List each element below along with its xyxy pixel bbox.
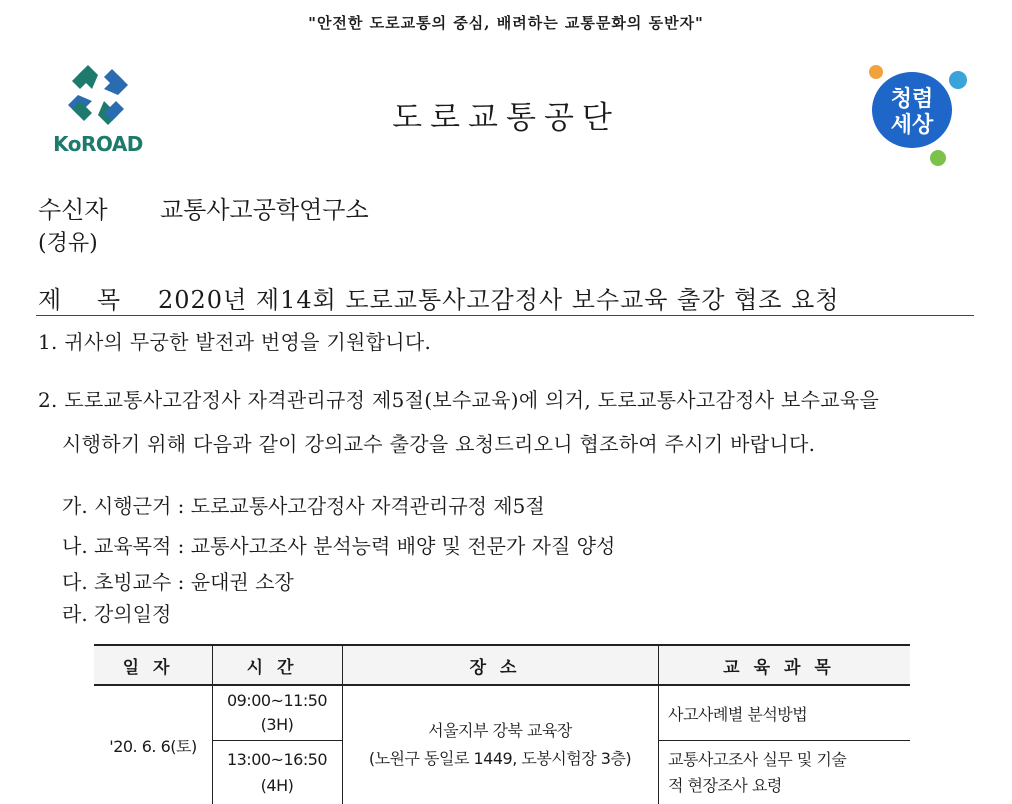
table-cell-subject-2 bbox=[658, 741, 910, 804]
subject-divider bbox=[36, 315, 974, 316]
badge-line2: 세상 bbox=[890, 113, 934, 138]
recipient-label: 수신자 bbox=[38, 196, 108, 224]
koroad-logo-text: KoROAD bbox=[53, 132, 143, 156]
paragraph-2-line-1: 2. 도로교통사고감정사 자격관리규정 제5절(보수교육)에 의거, 도로교통사고감정사 보수교육을 bbox=[38, 388, 880, 412]
place-name: 서울지부 강북 교육장 bbox=[428, 721, 572, 740]
table-header-time: 시간 bbox=[212, 646, 342, 684]
subject-label: 제 목 bbox=[38, 286, 134, 314]
subject-value: 2020년 제14회 도로교통사고감정사 보수교육 출강 협조 요청 bbox=[158, 286, 840, 314]
paragraph-2-line-2: 시행하기 위해 다음과 같이 강의교수 출강을 요청드리오니 협조하여 주시기 바랍니다. bbox=[62, 432, 816, 456]
time-1-range: 09:00~11:50 bbox=[226, 691, 328, 710]
list-item: 나. 교육목적 : 교통사고조사 분석능력 배양 및 전문가 자질 양성 bbox=[62, 534, 616, 558]
table-header-subject: 교육과목 bbox=[658, 646, 910, 684]
time-2-hours: (4H) bbox=[260, 775, 294, 795]
slogan: "안전한 도로교통의 중심, 배려하는 교통문화의 동반자" bbox=[308, 14, 704, 32]
paragraph-1: 1. 귀사의 무궁한 발전과 번영을 기원합니다. bbox=[38, 330, 432, 354]
table-cell-date: '20. 6. 6(토) bbox=[109, 736, 197, 756]
subject-2-line-1: 교통사고조사 실무 및 기술 bbox=[668, 749, 847, 769]
time-2-range: 13:00~16:50 bbox=[226, 749, 328, 769]
subject-2-line-2: 적 현장조사 요령 bbox=[668, 775, 782, 795]
schedule-table bbox=[94, 644, 910, 804]
integrity-badge-icon bbox=[860, 60, 980, 170]
badge-line1: 청렴 bbox=[890, 87, 934, 112]
integrity-badge bbox=[860, 60, 980, 170]
table-cell-time-2 bbox=[212, 741, 342, 804]
place-address: (노원구 동일로 1449, 도봉시험장 3층) bbox=[368, 749, 632, 768]
recipient-value: 교통사고공학연구소 bbox=[160, 196, 369, 224]
list-item: 다. 초빙교수 : 윤대권 소장 bbox=[62, 570, 294, 594]
table-top-border bbox=[94, 644, 910, 646]
table-cell-subject-1: 사고사례별 분석방법 bbox=[668, 704, 808, 724]
table-header-date: 일자 bbox=[94, 646, 212, 684]
time-1-hours: (3H) bbox=[260, 715, 294, 734]
table-header-place: 장소 bbox=[342, 646, 658, 684]
table-cell-place bbox=[342, 686, 658, 804]
table-cell-time-1 bbox=[212, 686, 342, 740]
list-item: 가. 시행근거 : 도로교통사고감정사 자격관리규정 제5절 bbox=[62, 494, 545, 518]
via-label: (경유) bbox=[38, 231, 98, 256]
list-item: 라. 강의일정 bbox=[62, 602, 172, 626]
organization-name: 도로교통공단 bbox=[392, 100, 620, 136]
